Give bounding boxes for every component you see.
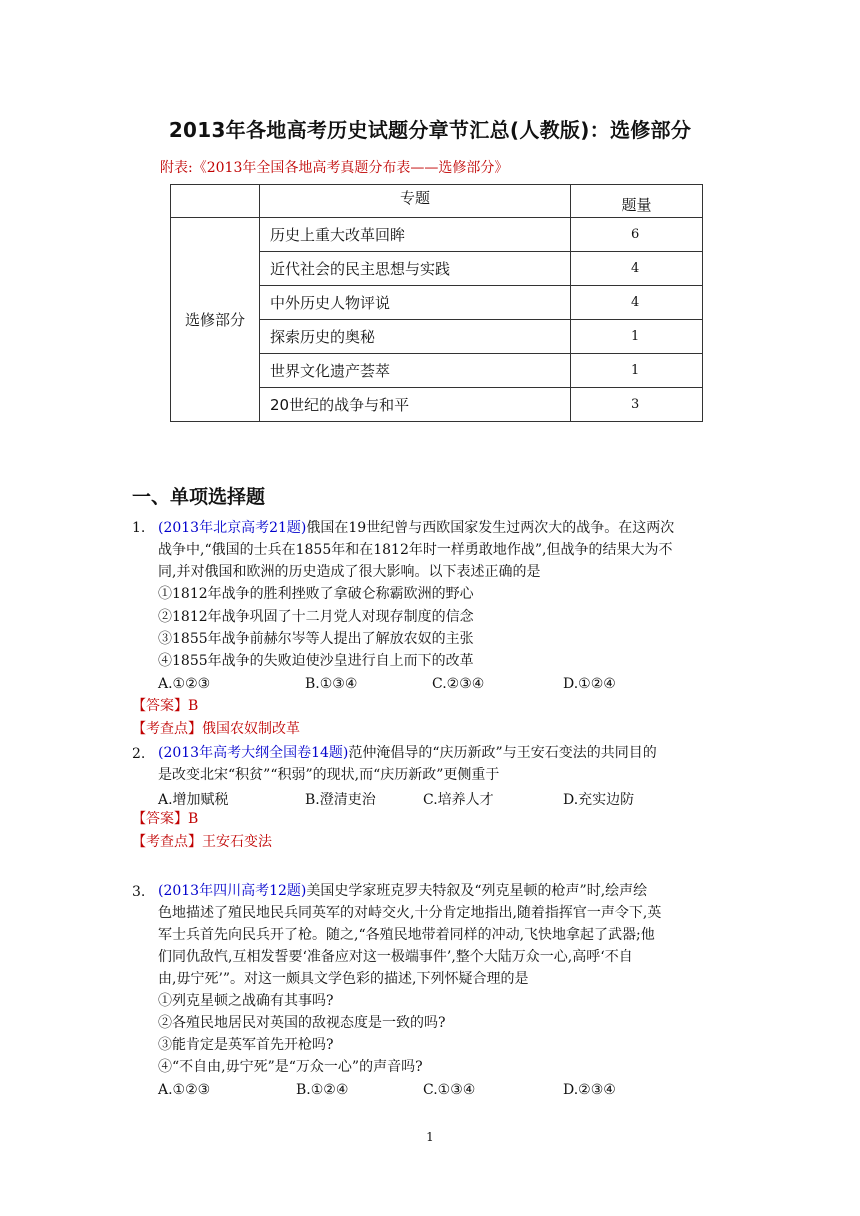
option-b: B.①③④: [305, 676, 358, 692]
question-text: 色地描述了殖民地民兵同英军的对峙交火,十分肯定地指出,随着指挥官一声令下,英: [158, 905, 662, 921]
option-a: A.①②③: [158, 676, 211, 692]
statement-item: ①1812年战争的胜利挫败了拿破仑称霸欧洲的野心: [158, 586, 474, 602]
table-cell-topic: 20世纪的战争与和平: [260, 388, 571, 422]
table-header-count: 题量: [571, 185, 703, 218]
table-header-empty: [171, 185, 260, 218]
question-text: 范仲淹倡导的“庆历新政”与王安石变法的共同目的: [348, 745, 657, 761]
answer-label: 【答案】B: [132, 698, 199, 714]
question-text: 俄国在19世纪曾与西欧国家发生过两次大的战争。在这两次: [306, 520, 675, 536]
distribution-table: [170, 184, 703, 422]
question-text: 战争中,“俄国的士兵在1855年和在1812年时一样勇敢地作战”,但战争的结果大为不: [158, 542, 673, 558]
answer-label: 【答案】B: [132, 811, 199, 827]
table-cell-count: 1: [571, 354, 703, 388]
table-cell-count: 1: [571, 320, 703, 354]
table-header-row: [171, 185, 703, 218]
table-cell-count: 3: [571, 388, 703, 422]
appendix-caption: 附表:《2013年全国各地高考真题分布表——选修部分》: [160, 160, 509, 176]
table-cell-topic: 历史上重大改革回眸: [260, 218, 571, 252]
statement-item: ③能肯定是英军首先开枪吗?: [158, 1037, 334, 1053]
question-text: 同,并对俄国和欧洲的历史造成了很大影响。以下表述正确的是: [158, 564, 541, 580]
question-text: 们同仇敌忾,互相发誓要‘准备应对这一极端事件’,整个大陆万众一心,高呼‘不自: [158, 949, 633, 965]
key-point-label: 【考查点】俄国农奴制改革: [132, 721, 300, 737]
question-number: 3.: [132, 884, 146, 900]
question-source: (2013年北京高考21题): [158, 520, 307, 536]
question-text: 由,毋宁死’”。对这一颇具文学色彩的描述,下列怀疑合理的是: [158, 971, 529, 987]
table-cell-topic: 近代社会的民主思想与实践: [260, 252, 571, 286]
question-text: 军士兵首先向民兵开了枪。随之,“各殖民地带着同样的冲动,飞快地拿起了武器;他: [158, 927, 655, 943]
option-c: C.②③④: [432, 676, 485, 692]
table-row: [171, 218, 703, 252]
question-1-stem: [158, 517, 674, 539]
option-a: A.①②③: [158, 1082, 211, 1098]
table-group-label: 选修部分: [171, 218, 260, 422]
statement-item: ②各殖民地居民对英国的敌视态度是一致的吗?: [158, 1015, 446, 1031]
table-cell-count: 4: [571, 286, 703, 320]
question-number: 2.: [132, 746, 146, 762]
question-source: (2013年高考大纲全国卷14题): [158, 745, 349, 761]
question-number: 1.: [132, 520, 146, 536]
section-heading: 一、单项选择题: [132, 486, 266, 508]
option-c: C.培养人才: [423, 792, 494, 808]
page-number: 1: [426, 1130, 434, 1144]
option-a: A.增加赋税: [158, 792, 229, 808]
table-cell-topic: 世界文化遗产荟萃: [260, 354, 571, 388]
statement-item: ②1812年战争巩固了十二月党人对现存制度的信念: [158, 609, 474, 625]
key-point-label: 【考查点】王安石变法: [132, 834, 272, 850]
question-source: (2013年四川高考12题): [158, 883, 307, 899]
option-d: D.充实边防: [563, 792, 635, 808]
option-c: C.①③④: [423, 1082, 476, 1098]
statement-item: ③1855年战争前赫尔岑等人提出了解放农奴的主张: [158, 631, 474, 647]
question-text: 是改变北宋“积贫”“积弱”的现状,而“庆历新政”更侧重于: [158, 767, 500, 783]
question-text: 美国史学家班克罗夫特叙及“列克星顿的枪声”时,绘声绘: [306, 883, 648, 899]
option-b: B.①②④: [296, 1082, 349, 1098]
table-cell-count: 4: [571, 252, 703, 286]
statement-item: ①列克星顿之战确有其事吗?: [158, 993, 334, 1009]
table-cell-topic: 中外历史人物评说: [260, 286, 571, 320]
option-d: D.②③④: [563, 1082, 616, 1098]
table-cell-topic: 探索历史的奥秘: [260, 320, 571, 354]
statement-item: ④“不自由,毋宁死”是“万众一心”的声音吗?: [158, 1059, 423, 1075]
option-d: D.①②④: [563, 676, 616, 692]
table-cell-count: 6: [571, 218, 703, 252]
document-title: 2013年各地高考历史试题分章节汇总(人教版)：选修部分: [168, 118, 692, 142]
table-header-topic: 专题: [260, 185, 571, 218]
question-2-stem: [158, 742, 657, 764]
statement-item: ④1855年战争的失败迫使沙皇进行自上而下的改革: [158, 653, 474, 669]
option-b: B.澄清吏治: [305, 792, 376, 808]
question-3-stem: [158, 880, 647, 902]
